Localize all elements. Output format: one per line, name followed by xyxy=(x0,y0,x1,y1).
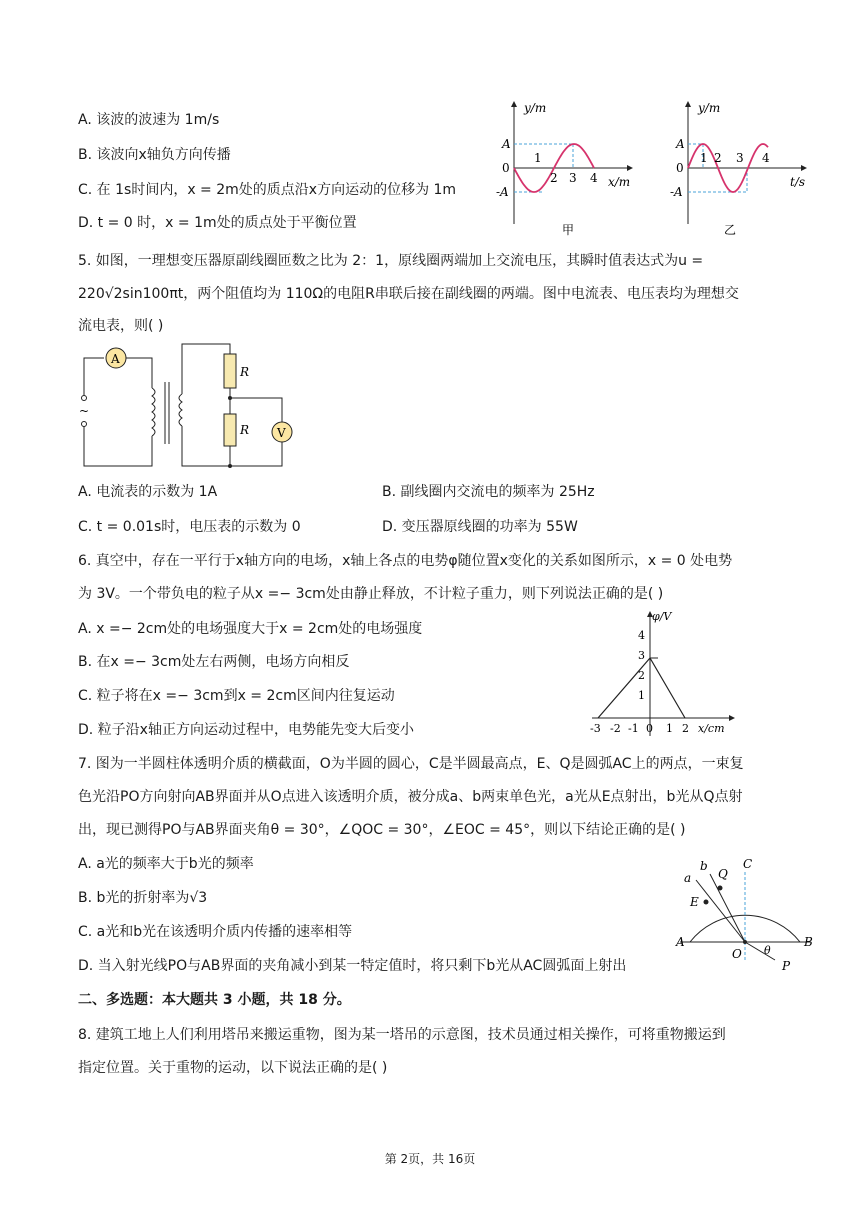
x-tick-0: 0 xyxy=(646,722,653,735)
primary-coil-icon xyxy=(152,388,155,436)
jia-tick-2: 2 xyxy=(550,171,558,185)
label-c: C xyxy=(743,857,753,871)
q6-option-d: D. 粒子沿x轴正方向运动过程中，电势能先变大后变小 xyxy=(78,722,414,738)
q5-option-c: C. t = 0.01s时，电压表的示数为 0 xyxy=(78,519,301,535)
jia-tick-3: 3 xyxy=(569,171,577,185)
jia-x-label: x/m xyxy=(608,175,631,189)
yi-a-bot: -A xyxy=(670,185,683,199)
jia-a-bot: -A xyxy=(496,185,509,199)
q6-option-a: A. x =− 2cm处的电场强度大于x = 2cm处的电场强度 xyxy=(78,621,423,637)
yi-x-label: t/s xyxy=(790,175,806,189)
ammeter-label: A xyxy=(111,352,120,366)
yi-tick-3: 3 xyxy=(736,151,744,165)
ray-b xyxy=(710,874,745,942)
semicircle-optics-figure xyxy=(670,854,830,976)
label-q: Q xyxy=(718,867,728,881)
label-b: b xyxy=(700,859,708,873)
x-tick-minus2: -2 xyxy=(610,722,621,735)
q7-stem-line-3: 出，现已测得PO与AB界面夹角θ = 30°，∠QOC = 30°，∠EOC = 45°，则以下结论正确的是( ) xyxy=(78,822,686,838)
q5-option-d: D. 变压器原线圈的功率为 55W xyxy=(382,519,578,535)
y-tick-3: 3 xyxy=(638,649,645,662)
yi-a-top: A xyxy=(676,137,685,151)
phi-axis-label: φ/V xyxy=(652,610,672,623)
y-tick-2: 2 xyxy=(638,669,645,682)
q7-stem-line-2: 色光沿PO方向射向AB界面并从O点进入该透明介质，被分成a、b两束单色光，a光从E点射出，b光从Q点射 xyxy=(78,789,743,805)
x-tick-2: 2 xyxy=(682,722,689,735)
q6-stem-line-2: 为 3V。一个带负电的粒子从x =− 3cm处由静止释放，不计粒子重力，则下列说法正确的是( ) xyxy=(78,586,664,602)
q4-option-b: B. 该波向x轴负方向传播 xyxy=(78,147,231,163)
yi-caption: 乙 xyxy=(724,223,737,236)
yi-tick-2: 2 xyxy=(714,151,722,165)
x-tick-minus3: -3 xyxy=(590,722,601,735)
y-tick-1: 1 xyxy=(638,689,645,702)
q7-stem-line-1: 7. 图为一半圆柱体透明介质的横截面，O为半圆的圆心，C是半圆最高点，E、Q是圆弧AC上的两点，一束复 xyxy=(78,756,744,772)
q4-option-d: D. t = 0 时，x = 1m处的质点处于平衡位置 xyxy=(78,215,357,231)
resistor-top-icon xyxy=(224,354,236,388)
jia-caption: 甲 xyxy=(562,223,575,236)
label-p: P xyxy=(782,959,791,973)
q4-option-c: C. 在 1s时间内，x = 2m处的质点沿x方向运动的位移为 1m xyxy=(78,182,457,198)
label-e: E xyxy=(690,895,699,909)
jia-tick-1: 1 xyxy=(534,151,542,165)
secondary-coil-icon xyxy=(179,394,182,426)
q5-stem-line-3: 流电表，则( ) xyxy=(78,318,164,334)
q4-option-a: A. 该波的波速为 1m/s xyxy=(78,112,220,128)
yi-tick-4: 4 xyxy=(762,151,770,165)
label-a-point: A xyxy=(676,935,685,949)
q8-stem-line-2: 指定位置。关于重物的运动，以下说法正确的是( ) xyxy=(78,1060,388,1076)
wave-graph-yi xyxy=(662,96,812,236)
label-a: a xyxy=(684,871,692,885)
yi-y-label: y/m xyxy=(698,101,721,115)
q7-option-c: C. a光和b光在该透明介质内传播的速率相等 xyxy=(78,924,353,940)
q8-stem-line-1: 8. 建筑工地上人们利用塔吊来搬运重物，图为某一塔吊的示意图，技术员通过相关操作，可将重物搬运到 xyxy=(78,1027,726,1043)
q5-stem-line-1: 5. 如图，一理想变压器原副线圈匝数之比为 2：1，原线圈两端加上交流电压，其瞬时值表达式为u = xyxy=(78,253,704,269)
label-o: O xyxy=(732,947,742,961)
x-axis-label: x/cm xyxy=(698,722,725,735)
jia-zero: 0 xyxy=(502,161,510,175)
q5-option-b: B. 副线圈内交流电的频率为 25Hz xyxy=(382,484,595,500)
label-theta: θ xyxy=(764,944,771,957)
q6-option-c: C. 粒子将在x =− 3cm到x = 2cm区间内往复运动 xyxy=(78,688,395,704)
wave-graph-jia xyxy=(488,96,638,236)
resistor-bottom-label: R xyxy=(240,423,250,437)
label-b-point: B xyxy=(804,935,813,949)
jia-a-top: A xyxy=(502,137,511,151)
q7-option-d: D. 当入射光线PO与AB界面的夹角减小到某一特定值时，将只剩下b光从AC圆弧面上射出 xyxy=(78,958,627,974)
q7-option-a: A. a光的频率大于b光的频率 xyxy=(78,856,254,872)
page-footer: 第 2页，共 16页 xyxy=(384,1152,476,1166)
section-title: 二、多选题：本大题共 3 小题，共 18 分。 xyxy=(78,992,351,1008)
resistor-top-label: R xyxy=(240,365,250,379)
yi-tick-1: 1 xyxy=(700,151,708,165)
potential-graph xyxy=(588,606,738,742)
transformer-circuit xyxy=(74,340,304,470)
q5-option-a: A. 电流表的示数为 1A xyxy=(78,484,218,500)
yi-zero: 0 xyxy=(676,161,684,175)
x-tick-minus1: -1 xyxy=(628,722,639,735)
q6-option-b: B. 在x =− 3cm处左右两侧，电场方向相反 xyxy=(78,654,350,670)
x-tick-1: 1 xyxy=(666,722,673,735)
q6-stem-line-1: 6. 真空中，存在一平行于x轴方向的电场，x轴上各点的电势φ随位置x变化的关系如图所示，x = 0 处电势 xyxy=(78,553,733,569)
q7-option-b: B. b光的折射率为√3 xyxy=(78,890,208,906)
q5-stem-line-2: 220√2sin100πt，两个阻值均为 110Ω的电阻R串联后接在副线圈的两端。图中电流表、电压表均为理想交 xyxy=(78,286,739,302)
jia-y-label: y/m xyxy=(524,101,547,115)
voltmeter-label: V xyxy=(277,426,286,440)
potential-curve xyxy=(598,658,685,718)
ac-source-label: ~ xyxy=(79,404,90,418)
y-tick-4: 4 xyxy=(638,629,645,642)
resistor-bottom-icon xyxy=(224,414,236,446)
jia-tick-4: 4 xyxy=(590,171,598,185)
